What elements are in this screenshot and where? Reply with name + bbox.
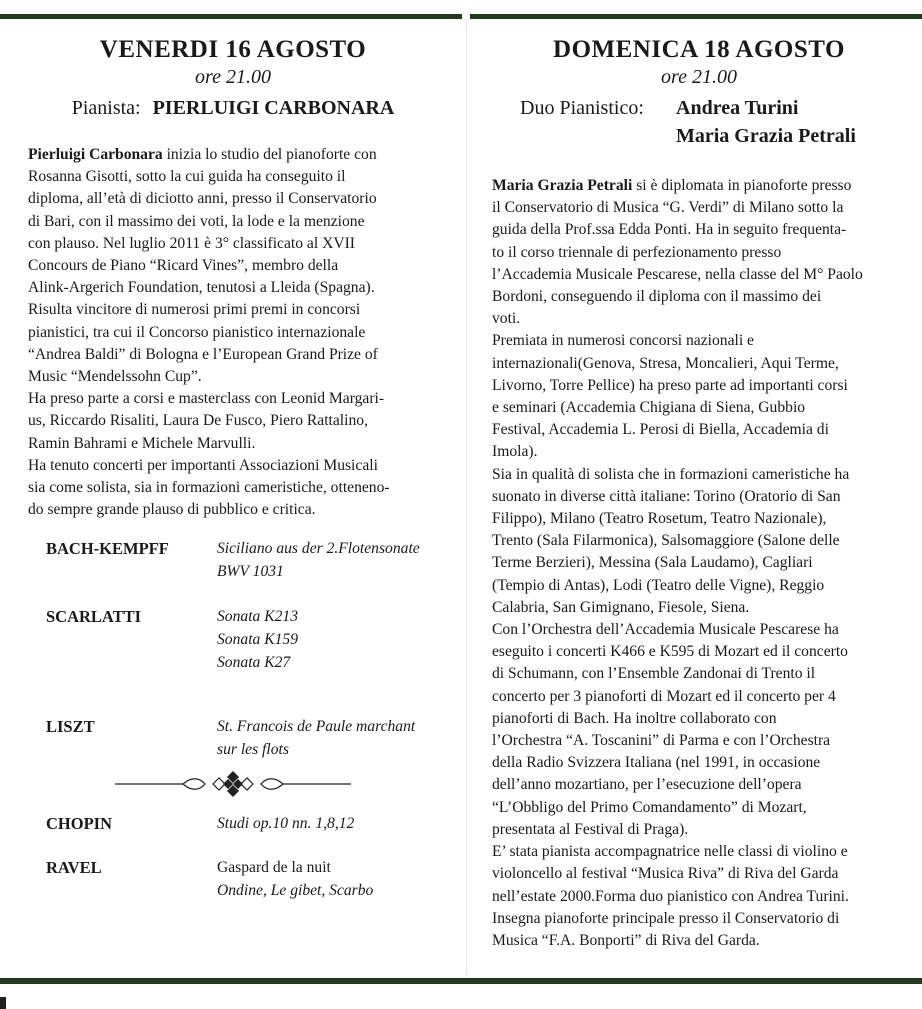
- work-title: sur les flots: [217, 741, 289, 759]
- bio-line: do sempre grande plauso di pubblico e critica.: [28, 501, 316, 519]
- bio-line: to il corso triennale di perfezionamento presso: [492, 243, 782, 261]
- program-works: [217, 856, 438, 902]
- bio-name: Maria Grazia Petrali: [492, 177, 633, 194]
- bio-line: Ramin Bahrami e Michele Marvulli.: [28, 434, 256, 452]
- performer-line: [520, 97, 906, 153]
- performer-bio: [28, 144, 438, 521]
- role-label: Pianista:: [71, 97, 141, 119]
- scan-mark: [0, 997, 6, 1009]
- bio-line: Insegna pianoforte principale presso il Conservatorio di: [492, 909, 840, 927]
- bio-line: Risulta vincitore di numerosi primi premi in concorsi: [28, 301, 361, 319]
- work-title: Siciliano aus der 2.Flotensonate: [217, 540, 420, 558]
- bio-line: diploma, all’età di diciotto anni, presso il Conservatorio: [28, 190, 377, 208]
- work-title: Gaspard de la nuit: [217, 859, 331, 877]
- bio-line: Musica “F.A. Bonporti” di Riva del Garda.: [492, 931, 760, 949]
- composer-name: CHOPIN: [46, 814, 112, 834]
- program-works: [217, 537, 438, 583]
- bio-line: (Tempio di Antas), Lodi (Teatro delle Vigne), Reggio: [492, 576, 825, 594]
- bio-line: Terme Berzieri), Messina (Sala Laudamo), Cagliari: [492, 554, 813, 572]
- bio-line: pianistici, tra cui il Concorso pianistico internazionale: [28, 323, 366, 341]
- bio-line: Alink-Argerich Foundation, tenutosi a Lleida (Spagna).: [28, 279, 375, 297]
- bio-line: Music “Mendelssohn Cup”.: [28, 368, 202, 386]
- performer-name: PIERLUIGI CARBONARA: [152, 97, 395, 119]
- program-works: [217, 715, 438, 761]
- bio-line: l’Accademia Musicale Pescarese, nella classe del M° Paolo: [492, 265, 863, 283]
- bio-line: us, Riccardo Risaliti, Laura De Fusco, Piero Rattalino,: [28, 412, 368, 430]
- composer-name: RAVEL: [46, 858, 102, 878]
- bio-line: presentata al Festival di Praga).: [492, 820, 689, 838]
- performer-bio: [492, 175, 906, 952]
- diamond-flourish-icon: [28, 769, 438, 804]
- program-item: [28, 605, 438, 715]
- concert-time: ore 21.00: [661, 66, 737, 88]
- composer-name: SCARLATTI: [46, 607, 142, 627]
- work-title: Sonata K213: [217, 608, 299, 626]
- role-label: Duo Pianistico:: [520, 97, 644, 119]
- work-subtitle: Ondine, Le gibet, Scarbo: [217, 882, 374, 900]
- bio-line: pianoforti di Bach. Ha inoltre collaborato con: [492, 709, 777, 727]
- bio-line: Con l’Orchestra dell’Accademia Musicale Pescarese ha: [492, 621, 839, 639]
- bio-line: sia come solista, sia in formazioni cameristiche, otteneno-: [28, 479, 390, 497]
- work-title: St. Francois de Paule marchant: [217, 718, 416, 736]
- bio-name: Pierluigi Carbonara: [28, 146, 163, 163]
- bio-line: Ha preso parte a corsi e masterclass con Leonid Margari-: [28, 390, 385, 408]
- performer-name: Andrea Turini: [676, 97, 799, 119]
- program-item: [28, 856, 438, 906]
- bio-line: e seminari (Accademia Chigiana di Siena, Gubbio: [492, 399, 806, 417]
- work-title: Studi op.10 nn. 1,8,12: [217, 815, 355, 833]
- performer-name: Maria Grazia Petrali: [676, 125, 856, 147]
- program-list: [28, 537, 438, 906]
- bio-line: di Bari, con il massimo dei voti, la lode e la menzione: [28, 212, 365, 230]
- bio-line: Festival, Accademia L. Perosi di Biella, Accademia di: [492, 421, 829, 439]
- bottom-rule: [0, 978, 922, 984]
- bio-line: nell’estate 2000.Forma duo pianistico con Andrea Turini.: [492, 887, 849, 905]
- work-title: Sonata K159: [217, 631, 299, 649]
- bio-line: “L’Obbligo del Primo Comandamento” di Mozart,: [492, 798, 807, 816]
- bio-line: Rosanna Gisotti, sotto la cui guida ha conseguito il: [28, 168, 346, 186]
- bio-line: di Schumann, con l’Ensemble Zandonai di Trento il: [492, 665, 816, 683]
- bio-line: l’Orchestra “A. Toscanini” di Parma e con l’Orchestra: [492, 732, 831, 750]
- top-rule-left: [0, 14, 462, 19]
- bio-line: eseguito i concerti K466 e K595 di Mozart ed il concerto: [492, 643, 848, 661]
- concert-time: ore 21.00: [195, 66, 271, 88]
- program-works: [217, 605, 438, 674]
- performer-line: [28, 97, 438, 120]
- bio-line: Filippo), Milano (Teatro Rosetum, Teatro Nazionale),: [492, 510, 827, 528]
- page-fold: [466, 20, 467, 975]
- bio-line: Imola).: [492, 443, 538, 461]
- bio-line: guida della Prof.ssa Edda Ponti. Ha in seguito frequenta-: [492, 221, 847, 239]
- bio-line: internazionali(Genova, Stresa, Moncalieri, Aqui Terme,: [492, 354, 839, 372]
- program-works: [217, 812, 438, 835]
- program-item: [28, 537, 438, 605]
- bio-line: “Andrea Baldi” di Bologna e l’European Grand Prize of: [28, 345, 378, 363]
- bio-line: Calabria, San Gimignano, Fiesole, Siena.: [492, 598, 750, 616]
- bio-line: Premiata in numerosi concorsi nazionali e: [492, 332, 754, 350]
- bio-line: Livorno, Torre Pellice) ha preso parte ad importanti corsi: [492, 376, 848, 394]
- bio-line: il Conservatorio di Musica “G. Verdi” di Milano sotto la: [492, 199, 844, 217]
- bio-line: suonato in diverse città italiane: Torino (Oratorio di San: [492, 487, 841, 505]
- program-item: [28, 812, 438, 856]
- bio-line: voti.: [492, 310, 521, 328]
- composer-name: LISZT: [46, 717, 95, 737]
- bio-line: Bordoni, conseguendo il diploma con il massimo dei: [492, 288, 822, 306]
- bio-line: della Radio Svizzera Italiana (nel 1991, in occasione: [492, 754, 821, 772]
- top-rule-right: [470, 14, 922, 19]
- work-title: Sonata K27: [217, 654, 291, 672]
- bio-line: Concours de Piano “Ricard Vines”, membro della: [28, 257, 339, 275]
- composer-name: BACH-KEMPFF: [46, 539, 169, 559]
- work-title: BWV 1031: [217, 563, 284, 581]
- bio-line: Ha tenuto concerti per importanti Associazioni Musicali: [28, 456, 378, 474]
- concert-date: VENERDI 16 AGOSTO: [99, 36, 367, 63]
- bio-line: Trento (Sala Filarmonica), Salsomaggiore (Salone delle: [492, 532, 840, 550]
- concert-date: DOMENICA 18 AGOSTO: [553, 36, 845, 63]
- left-panel: [28, 30, 438, 906]
- program-item: [28, 715, 438, 765]
- right-panel: [492, 30, 906, 952]
- bio-line: si è diplomata in pianoforte presso: [632, 177, 852, 194]
- bio-line: con plauso. Nel luglio 2011 è 3° classificato al XVII: [28, 234, 355, 252]
- bio-line: concerto per 3 pianoforti di Mozart ed il concerto per 4: [492, 687, 836, 705]
- bio-line: violoncello al festival “Musica Riva” di Riva del Garda: [492, 865, 839, 883]
- bio-line: Sia in qualità di solista che in formazioni cameristiche ha: [492, 465, 850, 483]
- bio-line: E’ stata pianista accompagnatrice nelle classi di violino e: [492, 843, 848, 861]
- bio-line: dell’anno mozartiano, per l’esecuzione dell’opera: [492, 776, 802, 794]
- bio-line: inizia lo studio del pianoforte con: [162, 146, 377, 163]
